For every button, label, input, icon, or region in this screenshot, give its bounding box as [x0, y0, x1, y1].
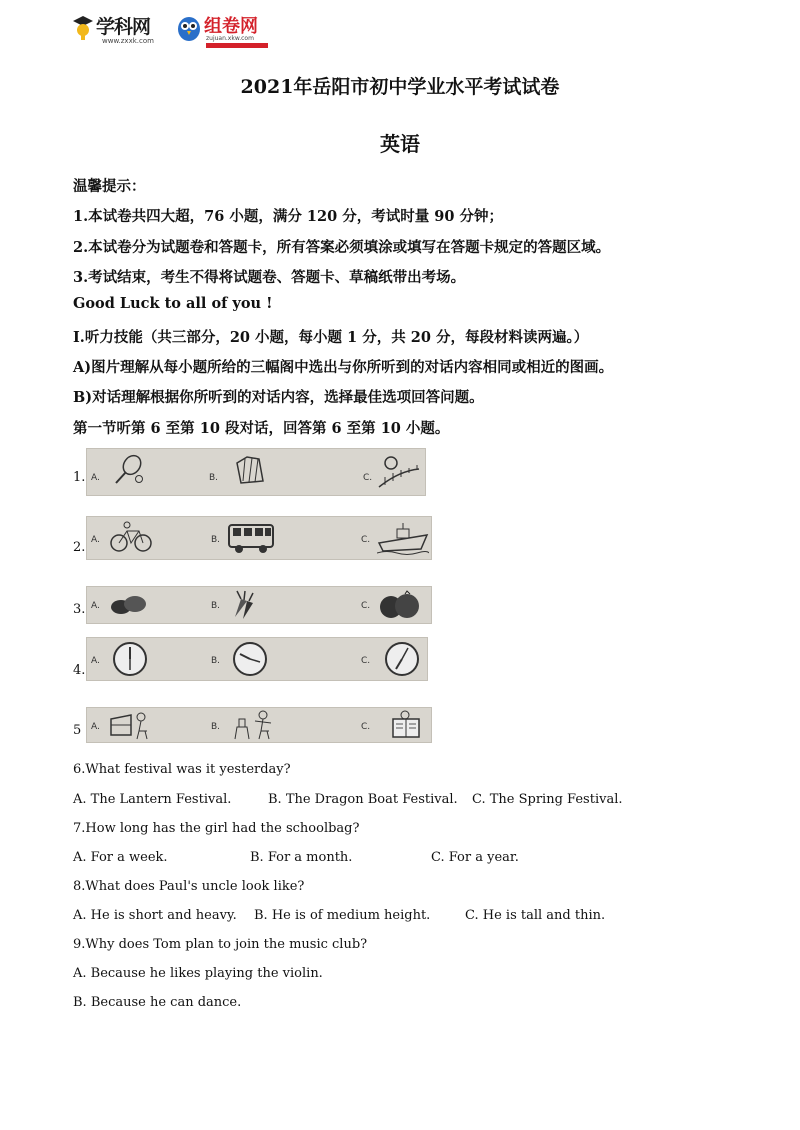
option-label-a: A. — [91, 656, 100, 666]
piano-player-icon — [109, 709, 153, 741]
bus-icon — [227, 519, 277, 555]
bicycle-icon — [109, 519, 153, 555]
question-9-option-b[interactable]: B. Because he can dance. — [73, 995, 242, 1010]
picture-strip — [86, 637, 428, 681]
option-label-b: B. — [211, 656, 221, 666]
option-label-a: A. — [91, 473, 100, 483]
carrots-icon — [227, 589, 259, 621]
question-6-option-c[interactable]: C. The Spring Festival. — [472, 792, 623, 807]
notice-item-3: 3.考试结束，考生不得将试题卷、答题卡、草稿纸带出考场。 — [73, 269, 466, 286]
question-6-option-b[interactable]: B. The Dragon Boat Festival. — [268, 792, 458, 807]
volleyball-net-icon — [377, 451, 421, 491]
question-6-option-a[interactable]: A. The Lantern Festival. — [73, 792, 232, 807]
reading-person-icon — [383, 709, 427, 741]
question-7: 7.How long has the girl had the schoolbag? — [73, 821, 360, 836]
good-luck-text: Good Luck to all of you ! — [73, 295, 273, 312]
option-label-c: C. — [361, 722, 371, 732]
option-label-a: A. — [91, 535, 100, 545]
ship-icon — [377, 521, 429, 555]
option-label-b: B. — [209, 473, 219, 483]
part-b-section-instructions: 第一节听第 6 至第 10 段对话，回答第 6 至第 10 小题。 — [73, 420, 450, 437]
question-9-option-a[interactable]: A. Because he likes playing the violin. — [73, 966, 323, 981]
clock-icon — [231, 640, 269, 678]
option-label-c: C. — [361, 601, 371, 611]
zxxk-logo-name: 学科网 — [96, 16, 151, 38]
zxxk-logo-url: www.zxxk.com — [102, 37, 154, 45]
option-label-c: C. — [363, 473, 373, 483]
part-b-instructions: B)对话理解根据你所听到的对话内容，选择最佳选项回答问题。 — [73, 389, 484, 406]
potatoes-icon — [109, 591, 149, 619]
option-label-a: A. — [91, 601, 100, 611]
option-label-a: A. — [91, 722, 100, 732]
notice-item-2: 2.本试卷分为试题卷和答题卡，所有答案必须填涂或填写在答题卡规定的答题区域。 — [73, 239, 611, 256]
badminton-shuttlecock-icon — [233, 453, 267, 487]
part-a-instructions: A)图片理解从每小题所给的三幅阁中选出与你所听到的对话内容相同或相近的图画。 — [73, 359, 614, 376]
picture-strip — [86, 707, 432, 743]
tomatoes-icon — [377, 589, 421, 621]
question-7-option-b[interactable]: B. For a month. — [250, 850, 353, 865]
clock-icon — [111, 640, 149, 678]
exam-subject: 英语 — [380, 132, 420, 156]
clock-icon — [383, 640, 421, 678]
zxxk-logo[interactable] — [72, 12, 168, 46]
picture-question-number: 3. — [73, 602, 86, 617]
zujuan-logo[interactable] — [176, 12, 276, 48]
notice-item-1: 1.本试卷共四大超，76 小题，满分 120 分，考试时量 90 分钟； — [73, 208, 503, 225]
picture-question-number: 1. — [73, 470, 86, 485]
zujuan-logo-url: zujuan.xkw.com — [206, 35, 254, 42]
tennis-racket-icon — [111, 453, 145, 487]
zujuan-logo-name: 组卷网 — [204, 16, 258, 37]
picture-strip — [86, 586, 432, 624]
notice-heading: 温馨提示： — [73, 178, 146, 195]
section-1-heading: I.听力技能（共三部分，20 小题，每小题 1 分，共 20 分，每段材料读两遍。） — [73, 329, 589, 346]
header-logos — [72, 10, 282, 50]
question-7-option-a[interactable]: A. For a week. — [73, 850, 168, 865]
zujuan-logo-bar — [206, 43, 268, 48]
picture-question-number: 2. — [73, 540, 86, 555]
owl-mascot-icon — [176, 12, 202, 42]
option-label-c: C. — [361, 656, 371, 666]
option-label-b: B. — [211, 601, 221, 611]
picture-strip — [86, 448, 426, 496]
exam-title: 2021年岳阳市初中学业水平考试试卷 — [240, 76, 560, 98]
violin-player-icon — [231, 709, 275, 741]
picture-question-number: 4. — [73, 663, 86, 678]
option-label-b: B. — [211, 535, 221, 545]
question-8-option-c[interactable]: C. He is tall and thin. — [465, 908, 606, 923]
question-8-option-a[interactable]: A. He is short and heavy. — [73, 908, 237, 923]
question-8-option-b[interactable]: B. He is of medium height. — [254, 908, 431, 923]
picture-strip — [86, 516, 432, 560]
question-9: 9.Why does Tom plan to join the music club? — [73, 937, 368, 952]
question-6: 6.What festival was it yesterday? — [73, 762, 291, 777]
option-label-c: C. — [361, 535, 371, 545]
graduate-cap-icon — [72, 14, 94, 40]
picture-question-number: 5 — [73, 723, 82, 738]
question-7-option-c[interactable]: C. For a year. — [431, 850, 519, 865]
option-label-b: B. — [211, 722, 221, 732]
question-8: 8.What does Paul's uncle look like? — [73, 879, 305, 894]
